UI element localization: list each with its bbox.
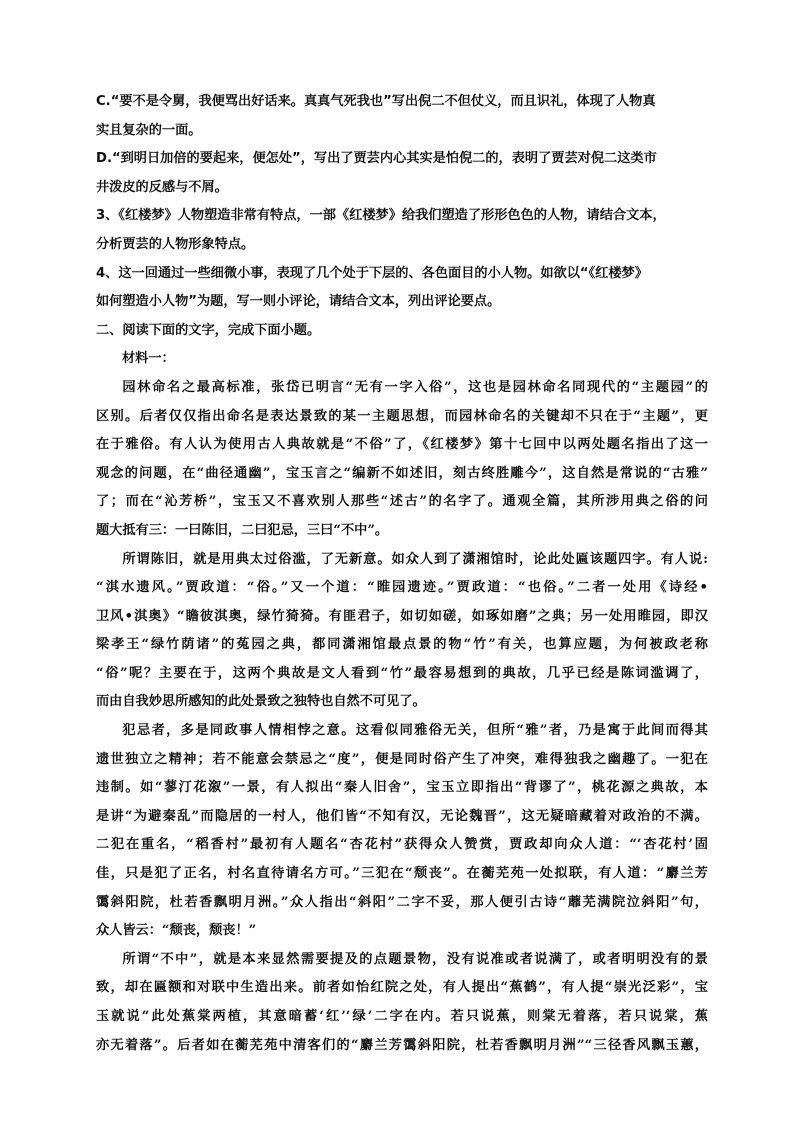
- p3-line: 违制。如“蓼汀花溆”一景，有人拟出“秦人旧舍”，宝玉立即指出“背谬了”，桃花源之典故，本: [96, 780, 708, 796]
- p2-line: “淇水遗风。”贾政道：“俗。”又一个道：“睢园遗迹。”贾政道：“也俗。”二者一处用《诗经•: [96, 580, 708, 596]
- p2-line: “俗”呢？主要在于，这两个典故是文人看到“竹”最容易想到的典故，几乎已经是陈词滥调了，: [96, 665, 708, 681]
- p3-line: 犯忌者，多是同政事人情相悖之意。这看似同雅俗无关，但所“雅”者，乃是寓于此间而得其: [122, 723, 708, 739]
- material-paragraph-1: [96, 374, 708, 546]
- p1-line: 区别。后者仅仅指出命名是表达景致的某一主题思想，而园林命名的关键却不只在于“主题”，更: [96, 408, 708, 424]
- question-3-line-2: 分析贾芸的人物形象特点。: [96, 236, 255, 252]
- p3-line: 二犯在重名，“稻香村”最初有人题名“杏花村”获得众人赞赏，贾政却向众人道：“‘杏花村’固: [96, 837, 708, 853]
- document-page: [96, 88, 708, 1060]
- material-paragraph-4: [96, 946, 708, 1060]
- p3-line: 霭斜阳院，杜若香飘明月洲。”众人指出“斜阳”二字不妥，那人便引古诗“蘼芜满院泣斜阳”句，: [96, 894, 708, 910]
- p1-line: 在于雅俗。有人认为使用古人典故就是“不俗”了，《红楼梦》第十七回中以两处题名指出了这一: [96, 437, 708, 453]
- material-paragraph-3: [96, 717, 708, 946]
- option-c-line-2: 实且复杂的一面。: [96, 122, 202, 138]
- p3-line: 佳，只是犯了正名，村名直待请名方可。”三犯在“颓丧”。在蘅芜苑一处拟联，有人道：“麝兰芳: [96, 866, 708, 882]
- question-4: [96, 260, 708, 317]
- p3-line: 是讲“为避秦乱”而隐居的一村人，他们皆“不知有汉，无论魏晋”，这无疑暗藏着对政治的不满。: [96, 808, 708, 824]
- material-title: 材料一：: [122, 351, 175, 367]
- question-4-line-1: 4、这一回通过一些细微小事，表现了几个处于下层的、各色面目的小人物。如欲以“《红楼梦》: [96, 265, 648, 281]
- p1-line: 了；而在“沁芳桥”，宝玉又不喜欢别人那些“述古”的名字了。通观全篇，其所涉用典之俗的问: [96, 494, 708, 510]
- material-paragraph-2: [96, 546, 708, 718]
- p4-line: 亦无着落”。后者如在蘅芜苑中清客们的“麝兰芳霭斜阳院，杜若香飘明月洲”“三径香风飘玉蕙，: [96, 1037, 708, 1053]
- option-c-line-1: C.“要不是令舅，我便骂出好话来。真真气死我也”写出倪二不但仗义，而且识礼，体现了人物真: [96, 94, 656, 109]
- p3-line: 众人皆云：“颓丧，颓丧！”: [96, 923, 257, 939]
- option-d-line-2: 井泼皮的反感与不屑。: [96, 179, 228, 195]
- p2-line: 梁孝王“绿竹荫诸”的菟园之典，都同潇湘馆最点景的物“竹”有关，也算应题，为何被政老称: [96, 637, 708, 653]
- question-3: [96, 202, 708, 259]
- p4-line: 所谓“不中”，就是本来显然需要提及的点题景物，没有说准或者说满了，或者明明没有的景: [122, 951, 708, 967]
- p1-line: 园林命名之最高标准，张岱已明言“无有一字入俗”，这也是园林命名同现代的“主题园”的: [122, 379, 708, 395]
- section-2-heading: 二、阅读下面的文字，完成下面小题。: [96, 322, 321, 338]
- p1-line: 观念的问题，在“曲径通幽”，宝玉言之“编新不如述旧，刻古终胜雕今”，这自然是常说的“古雅”: [96, 465, 708, 481]
- p4-line: 玉就说“此处蕉棠两植，其意暗蓄‘红’‘绿’二字在内。若只说蕉，则棠无着落，若只说棠，蕉: [96, 1009, 708, 1024]
- question-4-line-2: 如何塑造小人物”为题，写一则小评论，请结合文本，列出评论要点。: [96, 294, 501, 310]
- p2-line: 而由自我妙思所感知的此处景致之独特也自然不可见了。: [96, 694, 426, 710]
- p3-line: 遗世独立之精神；若不能意会禁忌之“度”，便是同时俗产生了冲突，难得独我之幽趣了。一犯在: [96, 751, 708, 767]
- p4-line: 致，却在匾额和对联中生造出来。前者如怡红院之处，有人提出“蕉鹤”，有人提“崇光泛彩”，宝: [96, 980, 708, 996]
- p2-line: 所谓陈旧，就是用典太过俗滥，了无新意。如众人到了潇湘馆时，论此处匾该题四字。有人说:: [122, 551, 708, 567]
- p2-line: 卫风•淇奥》“瞻彼淇奥，绿竹猗猗。有匪君子，如切如磋，如琢如磨”之典；另一处用睢园，即汉: [96, 608, 708, 624]
- option-c: [96, 88, 708, 145]
- p1-line: 题大抵有三：一曰陈旧，二曰犯忌，三曰“不中”。: [96, 522, 389, 538]
- question-3-line-1: 3、《红楼梦》人物塑造非常有特点，一部《红楼梦》给我们塑造了形形色色的人物，请结合文本，: [96, 208, 666, 224]
- option-d: [96, 145, 708, 202]
- option-d-line-1: D.“到明日加倍的要起来，便怎处”，写出了贾芸内心其实是怕倪二的，表明了贾芸对倪二这类市: [96, 151, 657, 167]
